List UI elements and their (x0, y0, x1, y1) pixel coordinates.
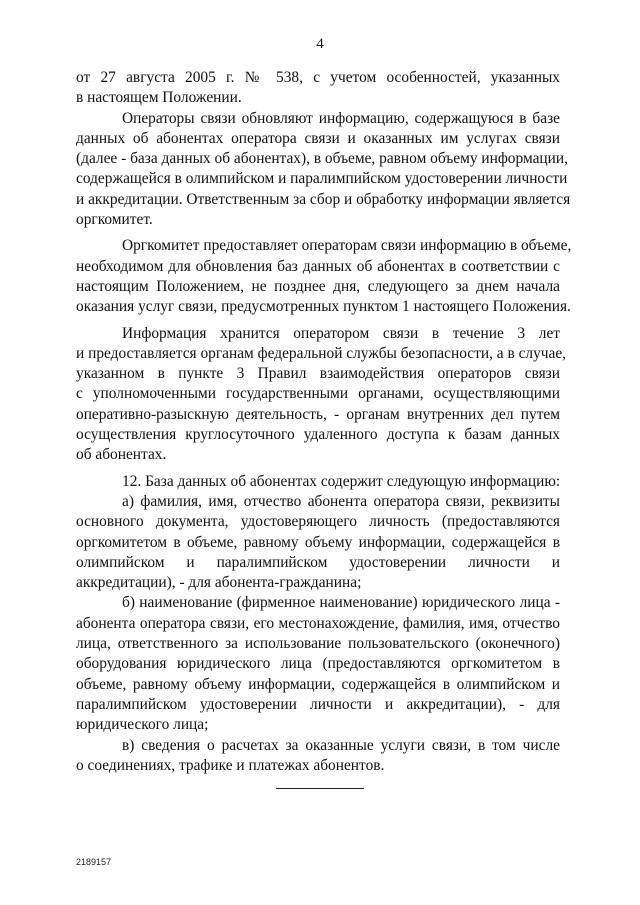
paragraph-item-12 (76, 472, 560, 492)
text-line: (далее - база данных об абонентах), в объеме, равном объему информации, (76, 150, 568, 168)
text-line: паралимпийском удостоверении личности и аккредитации), - для (76, 695, 560, 713)
text-line: настоящим Положением, не позднее дня, следующего за днем начала (76, 277, 560, 295)
end-divider (276, 788, 364, 789)
text-line: лица, ответственного за использование пользовательского (оконечного) (76, 635, 560, 653)
paragraph-operators (76, 109, 571, 231)
document-id: 2189157 (76, 857, 112, 867)
text-line: юридического лица; (76, 716, 209, 734)
text-line: основного документа, удостоверяющего личность (предоставляются (76, 513, 560, 531)
paragraph-item-12-b (76, 593, 560, 735)
text-line: Оргкомитет предоставляет операторам связи информацию в объеме, (122, 237, 572, 255)
paragraph-storage (76, 324, 567, 466)
paragraph-orgcommittee (76, 236, 572, 317)
paragraph-item-12-a (76, 492, 560, 593)
paragraph-item-12-v (76, 736, 560, 777)
text-line: указанном в пункте 3 Правил взаимодействия операторов связи (76, 365, 560, 383)
text-line: объеме, равному объему информации, содержащейся в олимпийском и (76, 675, 560, 693)
text-line: и предоставляется органам федеральной службы безопасности, а в случае, (76, 344, 567, 362)
text-line: Информация хранится оператором связи в течение 3 лет (122, 324, 560, 342)
text-line: аккредитации), - для абонента-гражданина; (76, 574, 362, 592)
text-line: и аккредитации. Ответственным за сбор и обработку информации является (76, 190, 571, 208)
document-body (76, 68, 572, 776)
text-line: абонента оператора связи, его местонахождение, фамилия, имя, отчество (76, 614, 560, 632)
text-line: данных об абонентах оператора связи и оказанных им услугах связи (76, 129, 560, 147)
text-line: оргкомитетом в объеме, равному объему информации, содержащейся в (76, 533, 560, 551)
text-line: 12. База данных об абонентах содержит следующую информацию: (122, 472, 561, 490)
text-line: оказания услуг связи, предусмотренных пунктом 1 настоящего Положения. (76, 298, 571, 316)
text-line: осуществления круглосуточного удаленного доступа к базам данных (76, 426, 560, 444)
text-line: с уполномоченными государственными органами, осуществляющими (76, 385, 560, 403)
text-line: от 27 августа 2005 г. № 538, с учетом особенностей, указанных (76, 69, 560, 86)
text-line: об абонентах. (76, 446, 167, 464)
text-line: оперативно-разыскную деятельность, - органам внутренних дел путем (76, 405, 560, 423)
text-line: Операторы связи обновляют информацию, содержащуюся в базе (122, 109, 560, 127)
text-line: содержащейся в олимпийском и паралимпийском удостоверении личности (76, 170, 568, 188)
text-line: о соединениях, трафике и платежах абонентов. (76, 756, 385, 774)
paragraph-intro (76, 68, 560, 109)
text-line: б) наименование (фирменное наименование) юридического лица - (122, 594, 560, 612)
text-line: в настоящем Положении. (76, 89, 242, 107)
text-line: оборудования юридического лица (предоставляются оргкомитетом в (76, 655, 560, 673)
text-line: а) фамилия, имя, отчество абонента оператора связи, реквизиты (122, 492, 560, 510)
text-line: в) сведения о расчетах за оказанные услуги связи, в том числе (122, 736, 560, 754)
text-line: оргкомитет. (76, 211, 153, 229)
text-line: олимпийском и паралимпийском удостоверении личности и (76, 553, 560, 571)
page-number: 4 (316, 36, 324, 52)
text-line: необходимом для обновления баз данных об абонентах в соответствии с (76, 257, 560, 275)
